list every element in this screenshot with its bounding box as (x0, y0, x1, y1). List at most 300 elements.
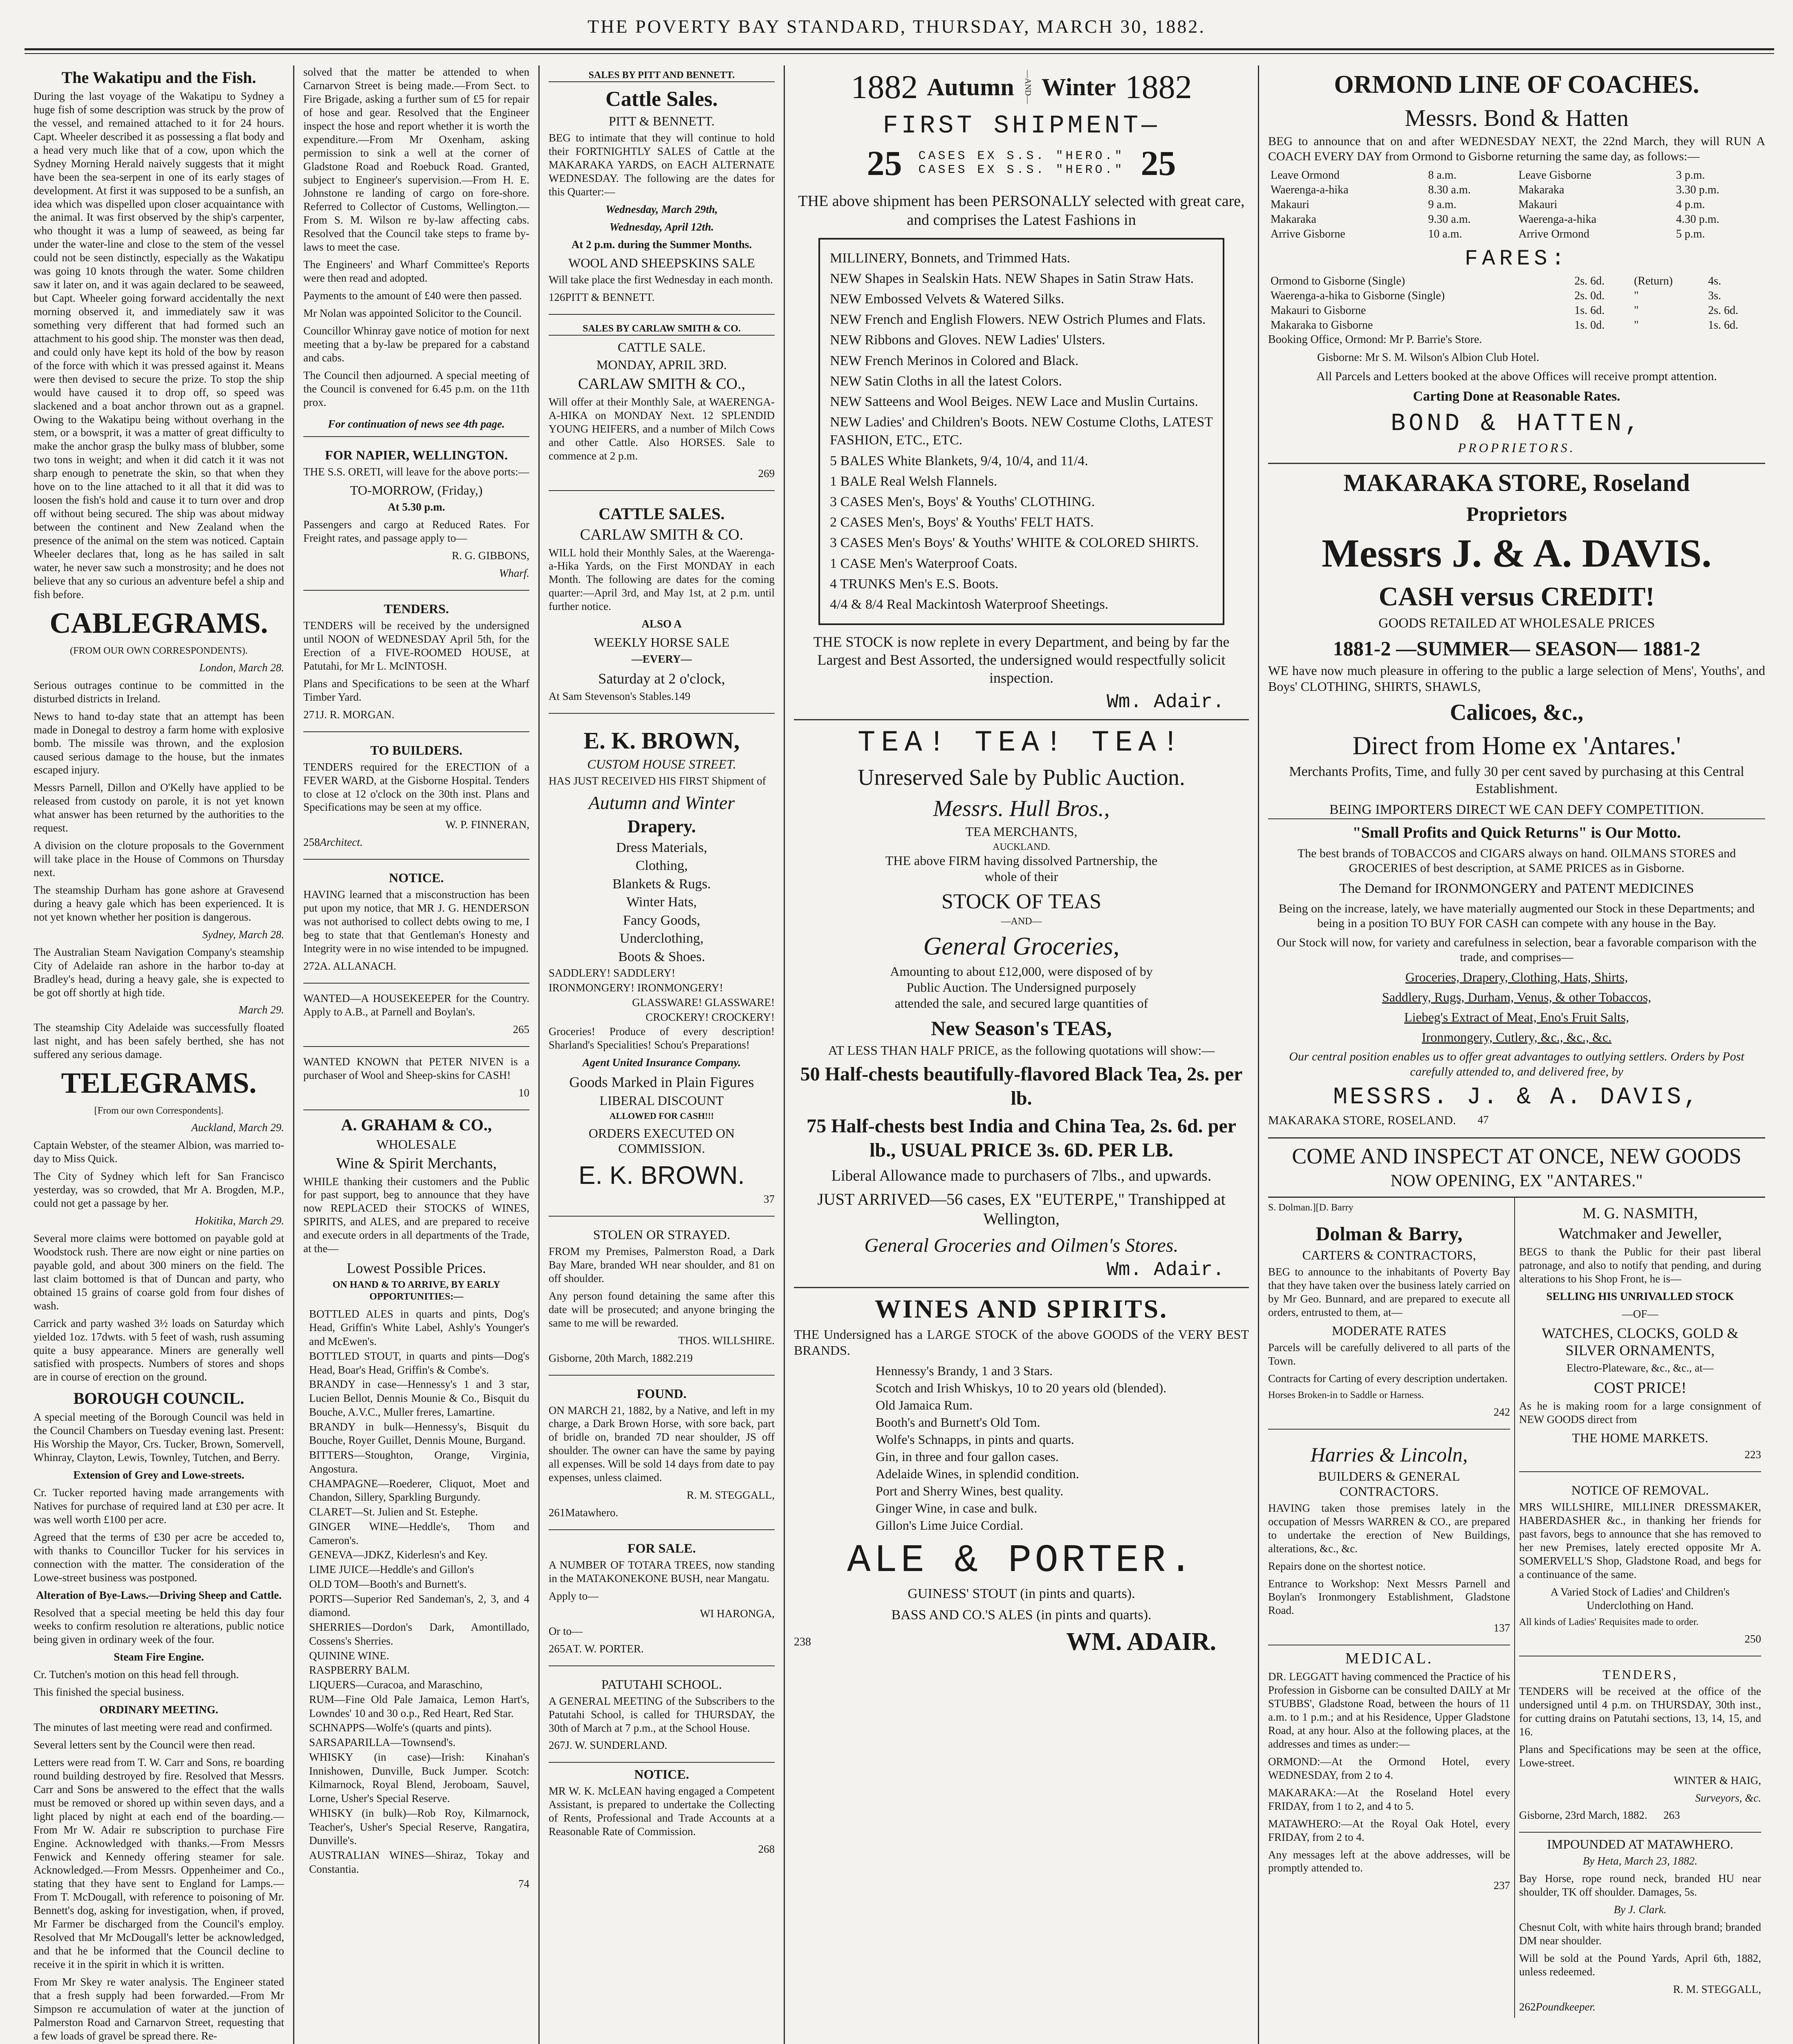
product-item: Dress Materials, (616, 840, 707, 855)
case-count: 25 (1141, 143, 1176, 183)
ad-heading: COME AND INSPECT AT ONCE, NEW GOODS (1292, 1143, 1741, 1168)
ad-to-builders (303, 736, 529, 860)
article-text: Serious outrages continue to be committed in the disturbed districts in Ireland. (34, 679, 284, 705)
partner-name: [D. Barry (1316, 1202, 1354, 1213)
product-item: Underclothing, (620, 931, 704, 946)
ad-text: Plans and Specifications to be seen at the Wharf Timber Yard. (303, 677, 529, 703)
ad-text: BEING IMPORTERS DIRECT WE CAN DEFY COMPETITION. (1268, 801, 1765, 819)
article-text: Letters were read from T. W. Carr and Sons, re boarding round building destroyed by fire. Resolved that Messrs. Carr and Sons be answered to the effect that the walls must be removed or shored up within seven days, and a light placed by night at each end of the boarding.—From Mr W. Adair re subscription to purchase Fire Engine. Acknowledged with thanks.—From Messrs Fenwick and Kennedy offering steamer for sale. Acknowledged.—From Messrs. Oppenheimer and Co., stating that they have sent to England for Lamps.—From T. McDougall, with reference to poisoning of Mr. Bennett's dog, asking for investigation, when, if proved, Mr Farmer be discharged from the Council's employ. Resolved that Mr McDougall's letter be acknowledged, and that he be informed that the Council decline to receive it in the spirit in which it is written. (34, 1756, 284, 1971)
ad-text: Gisborne: Mr S. M. Wilson's Albion Club Hotel. (1317, 351, 1540, 364)
ad-subheading: Messrs. Bond & Hatten (1405, 105, 1629, 131)
fare-row-cell: 3s. (1708, 289, 1721, 303)
ad-number: 242 (1493, 1405, 1510, 1418)
ad-text: CROCKERY! CROCKERY! (645, 1011, 775, 1023)
column-4-5 (785, 65, 1259, 2044)
article-text: Councillor Whinray gave notice of motion for next meeting that a by-law be prepared for a cabstand and cabs. (303, 324, 529, 364)
dateline: London, March 28. (199, 661, 284, 674)
ad-text: Any messages left at the above addresses, will be promptly attended to. (1268, 1848, 1510, 1874)
ad-number: 267 (549, 1739, 565, 1752)
ad-heading: STOLEN OR STRAYED. (593, 1227, 731, 1242)
ad-subheading: BUILDERS & GENERAL CONTRACTORS. (1318, 1468, 1460, 1499)
ad-text: TENDERS will be received by the undersigned until NOON of WEDNESDAY April 5th, for the Erection of a FIVE-ROOMED HOUSE, at Patutahi, for Mr L. McINTOSH. (303, 619, 529, 672)
fare-row-cell: 2s. 0d. (1574, 289, 1605, 303)
fare-row-cell: " (1634, 319, 1639, 332)
ad-text: WANTED KNOWN that PETER NIVEN is a purchaser of Wool and Sheep-skins for CASH! (303, 1055, 529, 1081)
ad-text: SADDLERY! SADDLERY! (549, 967, 675, 979)
timetable-row-cell: 3.30 p.m. (1676, 184, 1719, 197)
ad-subheading: Watchmaker and Jeweller, (1558, 1225, 1722, 1242)
ad-text: —OF— (1622, 1307, 1659, 1320)
wine-list (794, 1363, 1249, 1533)
product-item: BRANDY in case—Hennessy's 1 and 3 star, Lucien Bellot, Dennis Mounie & Co., Bisquit du Bouche, A.V.C., Muller freres, Lamartine. (309, 1378, 529, 1418)
ad-signature: T. W. PORTER. (573, 1642, 644, 1655)
ad-number: 258 (303, 836, 320, 849)
article-title-wakatipu: The Wakatipu and the Fish. (61, 68, 256, 87)
ad-text: HAS JUST RECEIVED HIS FIRST Shipment of (549, 775, 766, 787)
case-line: CASES EX S.S. "HERO." (918, 163, 1125, 177)
ad-text: Repairs done on the shortest notice. (1268, 1560, 1426, 1572)
timetable-row (1268, 212, 1765, 227)
ad-number: 137 (1493, 1622, 1510, 1634)
ad-medical (1268, 1650, 1510, 1892)
box-item: MILLINERY, Bonnets, and Trimmed Hats. (830, 250, 1070, 266)
ad-heading: TEA! TEA! TEA! (858, 726, 1185, 760)
ad-highlight: Saturday at 2 o'clock, (598, 670, 725, 687)
product-item: LIME JUICE—Heddle's and Gillon's (309, 1563, 474, 1576)
ad-text: The Demand for IRONMONGERY and PATENT MEDICINES (1339, 881, 1694, 896)
ad-highlight: General Groceries, (923, 932, 1120, 960)
season-winter: Winter (1041, 73, 1116, 101)
ad-number: 272 (303, 959, 320, 972)
ad-nasmith-watchmaker (1519, 1198, 1761, 1472)
timetable-row-cell: 10 a.m. (1428, 228, 1462, 241)
ad-text: BEG to announce to the inhabitants of Poverty Bay that they have taken over the business lately carried on by Mr Geo. Bunnard, and are prepared to execute all orders, entrusted to them, at— (1268, 1266, 1510, 1318)
ad-text: ALSO A (641, 618, 682, 630)
fare-row-cell: 2s. 6d. (1574, 275, 1605, 288)
fare-row-cell: 1s. 6d. (1574, 304, 1605, 317)
article-text: Mr Nolan was appointed Solicitor to the Council. (303, 307, 522, 319)
timetable-row-cell: 9.30 a.m. (1428, 213, 1471, 226)
column-6-right (1514, 1198, 1765, 2018)
ad-number: 238 (794, 1635, 811, 1648)
fare-row-cell: 4s. (1708, 275, 1721, 288)
product-item: Fancy Goods, (623, 912, 700, 928)
ad-text: WILL hold their Monthly Sales, at the Waerenga-a-Hika Yards, on the First MONDAY in each Month. The following are dates for the coming quarter:—April 3rd, and May 1st, at 2 p.m. until further notice. (549, 546, 775, 613)
product-item: WHISKY (in bulk)—Rob Roy, Kilmarnock, Teacher's, Usher's Special Reserve, Rangatira, Dunville's. (309, 1806, 529, 1847)
box-item: 1 CASE Men's Waterproof Coats. (830, 556, 1018, 571)
ad-signature: Wm. Adair. (1106, 691, 1224, 713)
ad-text: Will be sold at the Pound Yards, April 6th, 1882, unless redeemed. (1519, 1952, 1761, 1978)
fares-table (1268, 274, 1765, 333)
column-6-bottom (1268, 1198, 1765, 2018)
ad-for-sale-totara (549, 1534, 775, 1666)
article-text: Several more claims were bottomed on payable gold at Woodstock rush. There are now eight or nine parties on payable gold, and about 300 miners on the field. The last claim bottomed is that of Duncan and party, who obtained 15 grains of coarse gold from four dishes of wash. (34, 1232, 284, 1312)
tea-offer: 50 Half-chests beautifully-flavored Black Tea, 2s. per lb. (800, 1063, 1243, 1109)
ad-heading: PATUTAHI SCHOOL. (601, 1676, 722, 1692)
ad-signature: BOND & HATTEN, (1390, 410, 1643, 438)
box-item: NEW Satteens and Wool Beiges. NEW Lace and Muslin Curtains. (830, 394, 1198, 410)
section-title-borough-council: BOROUGH COUNCIL. (73, 1389, 244, 1408)
product-item: OLD TOM—Booth's and Burnett's. (309, 1578, 467, 1590)
ad-text: Electro-Plateware, &c., &c., at— (1567, 1362, 1714, 1374)
ad-notice-of-removal (1519, 1476, 1761, 1656)
year-right: 1882 (1125, 68, 1192, 105)
wine-item: Old Jamaica Rum. (876, 1398, 973, 1413)
ad-text: MATAWHERO:—At the Royal Oak Hotel, every FRIDAY, from 2 to 4. (1268, 1817, 1510, 1843)
product-item: Winter Hats, (626, 894, 697, 910)
timetable-row-cell: Arrive Gisborne (1271, 228, 1345, 241)
wine-item: Gillon's Lime Juice Cordial. (876, 1518, 1024, 1533)
ad-signature-place: MAKARAKA STORE, ROSELAND. (1268, 1114, 1456, 1127)
ad-text: Contracts for Carting of every description undertaken. (1268, 1372, 1508, 1385)
ad-signature: WINTER & HAIG, (1674, 1774, 1761, 1786)
timetable-row (1268, 197, 1765, 212)
wine-item: Ginger Wine, in case and bulk. (876, 1501, 1038, 1516)
ad-highlight: Goods Marked in Plain Figures (569, 1074, 754, 1091)
product-item: BITTERS—Stoughton, Orange, Virginia, Angostura. (309, 1449, 529, 1475)
product-item: PORTS—Superior Red Sandeman's, 2, 3, and 4 diamond. (309, 1592, 529, 1619)
ad-notice-allanach (303, 864, 529, 984)
wine-item: Gin, in three and four gallon cases. (876, 1449, 1059, 1464)
ad-heading: NOTICE. (389, 870, 444, 885)
ad-heading: NOTICE. (634, 1767, 689, 1782)
article-text: Cr. Tucker reported having made arrangements with Natives for purchase of required land at £30 per acre. It was well worth £100 per acre. (34, 1486, 284, 1526)
ad-text: Will take place the first Wednesday in each month. (549, 273, 773, 286)
box-item: 4 TRUNKS Men's E.S. Boots. (830, 576, 999, 592)
ad-number: 237 (1493, 1879, 1510, 1892)
fare-row (1268, 274, 1765, 289)
ad-heading: FOUND. (637, 1386, 687, 1401)
timetable-row-cell: 3 p.m. (1676, 169, 1705, 182)
timetable-row (1268, 227, 1765, 242)
ad-heading: FOR SALE. (627, 1541, 696, 1556)
ad-subheading: Unreserved Sale by Public Auction. (858, 764, 1185, 790)
ad-text: Any person found detaining the same after this date will be prosecuted; and anyone bringing the same to me will be rewarded. (549, 1289, 775, 1329)
article-text: Captain Webster, of the steamer Albion, was married to-day to Miss Quick. (34, 1139, 284, 1165)
ad-signature: W. P. FINNERAN, (445, 818, 529, 831)
fare-row-cell: " (1634, 304, 1639, 317)
ad-heading: E. K. BROWN, (583, 727, 740, 754)
box-item: 3 CASES Men's, Boys' & Youths' CLOTHING. (830, 494, 1095, 509)
ad-pitt-bennett-cattle (549, 65, 775, 315)
ad-text: Apply to— (549, 1589, 599, 1602)
ad-text: Booking Office, Ormond: Mr P. Barrie's Store. (1268, 333, 1482, 346)
box-item: NEW Ladies' and Children's Boots. NEW Costume Cloths, LATEST FASHION, ETC., ETC. (830, 415, 1213, 448)
ad-number: 250 (1744, 1633, 1761, 1645)
product-item: CLARET—St. Julien and St. Estephe. (309, 1506, 478, 1518)
ad-text: At Sam Stevenson's Stables. (549, 690, 674, 703)
ad-date: TO-MORROW, (Friday,) (350, 483, 483, 498)
ad-harries-lincoln (1268, 1434, 1510, 1645)
ad-text: THE above FIRM having dissolved Partnership, the whole of their (885, 853, 1158, 884)
ad-ek-brown (549, 718, 775, 1217)
ad-date: Gisborne, 20th March, 1882. (549, 1351, 676, 1364)
ad-subheading: CARTERS & CONTRACTORS, (1302, 1248, 1476, 1263)
article-text: Payments to the amount of £40 were then passed. (303, 289, 522, 302)
ad-text: Groceries, Drapery, Clothing, Hats, Shirts, (1405, 969, 1628, 984)
product-item: Clothing, (635, 858, 688, 874)
ad-wines-and-spirits (794, 1294, 1249, 1656)
ad-highlight: Lowest Possible Prices. (347, 1260, 486, 1277)
ad-heading: MAKARAKA STORE, Roseland (1343, 469, 1690, 496)
ad-number: 269 (758, 467, 775, 480)
ad-heading: WINES AND SPIRITS. (874, 1294, 1168, 1324)
product-item: BOTTLED STOUT, in quarts and pints—Dog's Head, Boar's Head, Griffin's & Combe's. (309, 1349, 529, 1376)
ad-highlight: MODERATE RATES (1331, 1323, 1446, 1338)
ad-signature-title: PROPRIETORS. (1458, 440, 1576, 455)
ad-highlight: General Groceries and Oilmen's Stores. (864, 1235, 1179, 1257)
ad-highlight: WATCHES, CLOCKS, GOLD & SILVER ORNAMENTS, (1542, 1325, 1739, 1359)
dateline: Auckland, March 29. (191, 1121, 284, 1134)
season-autumn: Autumn (927, 73, 1014, 101)
ad-text: AT LESS THAN HALF PRICE, as the following quotations will show:— (828, 1042, 1215, 1058)
wine-item: Wolfe's Schnapps, in pints and quarts. (876, 1432, 1074, 1447)
timetable-row-cell: 4 p.m. (1676, 198, 1705, 211)
ad-subheading: Proprietors (1466, 502, 1567, 525)
column-6 (1259, 65, 1774, 2044)
ad-heading: Dolman & Barry, (1316, 1223, 1463, 1245)
ad-carlaw-smith-cattle-sales (549, 495, 775, 714)
article-text: Messrs Parnell, Dillon and O'Kelly have applied to be released from custody on parole, it is not yet known what answer has been returned by the authorities to the request. (34, 781, 284, 834)
masthead: THE POVERTY BAY STANDARD, THURSDAY, MARCH 30, 1882. (587, 16, 1206, 37)
section-subtitle: (FROM OUR OWN CORRESPONDENTS). (70, 645, 248, 656)
ad-text: Saddlery, Rugs, Durham, Venus, & other Tobaccos, (1382, 989, 1652, 1004)
box-item: NEW Shapes in Sealskin Hats. NEW Shapes in Satin Straw Hats. (830, 271, 1194, 286)
newspaper-columns (25, 65, 1774, 2044)
timetable-row-cell: Makaraka (1271, 213, 1316, 226)
ad-number: 265 (513, 1023, 529, 1035)
ad-highlight: Drapery. (627, 816, 696, 836)
ad-text: Chesnut Colt, with white hairs through brand; branded DM near shoulder. (1519, 1921, 1761, 1947)
ad-number: 263 (1663, 1809, 1680, 1822)
ad-signature: WM. ADAIR. (1066, 1628, 1216, 1656)
ad-text: TENDERS required for the ERECTION of a FEVER WARD, at the Gisborne Hospital. Tenders to close at 12 o'clock on the 30th inst. Plans and Specifications may be seen at my office. (303, 760, 529, 814)
ad-highlight: STOCK OF TEAS (941, 890, 1102, 913)
ad-text: All kinds of Ladies' Requisites made to order. (1519, 1616, 1699, 1627)
ad-highlight: New Season's TEAS, (931, 1016, 1112, 1040)
timetable-row-cell: Arrive Ormond (1518, 228, 1589, 241)
ad-text: BEGS to thank the Public for their past liberal patronage, and also to notify that pending, and during alterations to his Shop Front, he is— (1519, 1245, 1761, 1285)
ad-text: MRS WILLSHIRE, MILLINER DRESSMAKER, HABERDASHER &c., in thanking her friends for past favors, begs to announce that she has removed to her new Premises, lately erected opposite Mr A. SOMERVELL'S Shop, Gladstone Road, and begs for a continuance of the same. (1519, 1501, 1761, 1580)
ad-number: 271 (303, 708, 320, 721)
box-item: NEW French Merinos in Colored and Black. (830, 353, 1079, 368)
ad-come-and-inspect (1268, 1143, 1765, 1198)
ad-heading: TENDERS, (1602, 1667, 1678, 1682)
ad-number: 149 (674, 690, 690, 703)
ad-text: Parcels will be carefully delivered to all parts of the Town. (1268, 1341, 1510, 1367)
section-title-telegrams: TELEGRAMS. (61, 1067, 257, 1100)
ad-graham-wine-merchants (303, 1115, 529, 1891)
ad-text: HAVING taken those premises lately in the occupation of Messrs WARREN & CO., are prepared to undertake the erection of New Buildings, alterations, &c., &c. (1268, 1502, 1510, 1555)
dateline: Hokitika, March 29. (195, 1215, 284, 1227)
ad-text: Our central position enables us to offer great advantages to outlying settlers. Orders by Post carefully attended to, and delivered free, by (1289, 1050, 1744, 1078)
ad-heading: Harries & Lincoln, (1310, 1443, 1468, 1466)
ad-text: MAKARAKA:—At the Roseland Hotel every FRIDAY, from 1 to 2, and 4 to 5. (1268, 1786, 1510, 1812)
article-text: The steamship City Adelaide was successfully floated last night, and has been safely berthed, she has not suffered any serious damage. (34, 1021, 284, 1061)
product-item: SCHNAPPS—Wolfe's (quarts and pints). (309, 1721, 492, 1734)
product-item: RUM—Fine Old Pale Jamaica, Lemon Hart's, Lowndes' 10 and 30 o.p., Red Heart, Red Star. (309, 1693, 529, 1719)
wine-item: Scotch and Irish Whiskys, 10 to 20 years old (blended). (876, 1381, 1167, 1396)
timetable-row-cell: Makaraka (1518, 184, 1564, 197)
fare-row-cell: 2s. 6d. (1708, 304, 1739, 317)
article-text: The Engineers' and Wharf Committee's Reports were then read and adopted. (303, 258, 529, 285)
fare-row-cell: Makaraka to Gisborne (1271, 319, 1373, 332)
product-item: QUININE WINE. (309, 1649, 389, 1662)
ad-heading: ORMOND LINE OF COACHES. (1334, 71, 1699, 99)
ad-signature-title: Surveyors, &c. (1695, 1791, 1761, 1804)
ad-heading: NOTICE OF REMOVAL. (1571, 1483, 1709, 1498)
ad-text: THE STOCK is now replete in every Department, and being by far the Largest and Best Assorted, the undersigned would respectfully solicit inspection. (813, 634, 1230, 686)
article-subhead: Extension of Grey and Lowe-streets. (73, 1469, 244, 1481)
ad-text: All Parcels and Letters booked at the above Offices will receive prompt attention. (1316, 369, 1717, 383)
ad-highlight: THE HOME MARKETS. (1572, 1430, 1708, 1446)
season-and: —AND— (1023, 70, 1033, 104)
ad-date: MONDAY, APRIL 3RD. (596, 357, 727, 372)
ad-heading: CATTLE SALES. (598, 504, 725, 523)
timetable-row-cell: Makauri (1518, 198, 1558, 211)
ad-subheading: CUSTOM HOUSE STREET. (587, 757, 736, 772)
fare-row-cell: (Return) (1634, 275, 1673, 288)
ad-subheading: ON HAND & TO ARRIVE, BY EARLY OPPORTUNITIES:— (332, 1280, 500, 1302)
box-item: NEW French and English Flowers. NEW Ostrich Plumes and Flats. (830, 312, 1206, 327)
ad-dolman-barry (1268, 1198, 1510, 1430)
ad-number: 268 (758, 1843, 775, 1856)
timetable-row-cell: Waerenga-a-hika (1518, 213, 1597, 226)
ad-place: AUCKLAND. (993, 841, 1050, 852)
ad-wanted-housekeeper (303, 988, 529, 1047)
product-item: LIQUERS—Curacoa, and Maraschino, (309, 1679, 483, 1691)
ad-found (549, 1380, 775, 1531)
case-line: CASES EX S.S. "HERO." (918, 149, 1125, 163)
ad-heading: E. K. BROWN. (578, 1161, 745, 1190)
article-text: The minutes of last meeting were read and confirmed. (34, 1721, 273, 1734)
box-item: 4/4 & 8/4 Real Mackintosh Waterproof Sheetings. (830, 596, 1109, 612)
ad-signature-place: Matawhero. (565, 1506, 619, 1519)
product-item: GENEVA—JDKZ, Kiderlesn's and Key. (309, 1549, 488, 1561)
article-text: Agreed that the terms of £30 per acre be acceded to, with thanks to Councillor Tucker for his services in connection with the matter. The consideration of the Lowe-street business was postponed. (34, 1531, 284, 1584)
ad-number: 10 (518, 1086, 529, 1099)
ad-signature: MESSRS. J. & A. DAVIS, (1333, 1084, 1700, 1111)
product-item: BRANDY in bulk—Hennessy's, Bisquit du Bouche, Royer Guillet, Dennis Moune, Burgand. (309, 1420, 529, 1447)
product-item: CHAMPAGNE—Roederer, Cliquot, Moet and Chandon, Sillery, Sparkling Burgundy. (309, 1477, 529, 1504)
ad-text: FROM my Premises, Palmerston Road, a Dark Bay Mare, branded WH near shoulder, and 81 on off shoulder. (549, 1245, 775, 1284)
column-1 (25, 65, 294, 2044)
ad-subheading: WHOLESALE (376, 1136, 457, 1152)
ad-notice-mclean (549, 1767, 775, 1856)
ad-number: 261 (549, 1506, 565, 1519)
dateline: March 29. (238, 1004, 284, 1016)
article-text: Cr. Tutchen's motion on this head fell through. (34, 1668, 239, 1681)
ad-text: By J. Clark. (1614, 1903, 1667, 1916)
case-count: 25 (867, 143, 902, 183)
ad-number: 37 (764, 1193, 775, 1206)
ad-text: Liberal Allowance made to purchasers of 7lbs., and upwards. (831, 1167, 1212, 1185)
product-item: SARSAPARILLA—Townsend's. (309, 1736, 456, 1749)
ad-subheading: WEEKLY HORSE SALE (594, 635, 730, 650)
timetable-row-cell: 9 a.m. (1428, 198, 1457, 211)
ad-text: THE S.S. ORETI, will leave for the above ports:— (303, 466, 529, 478)
ad-signature: R. M. STEGGALL, (686, 1489, 775, 1502)
fare-row (1268, 289, 1765, 303)
ad-number: 126 (549, 291, 565, 303)
ad-subheading: PITT & BENNETT. (608, 114, 715, 129)
column-6-left (1268, 1198, 1514, 2018)
ad-heading: ALE & PORTER. (847, 1538, 1196, 1583)
ad-text: Amounting to about £12,000, were disposed of by Public Auction. The Undersigned purposely attended the sale, and secured large quantities of (890, 964, 1153, 1011)
product-item: BOTTLED ALES in quarts and pints, Dog's Head, Griffin's White Label, Ashly's Younger's and McEwen's. (309, 1307, 529, 1348)
ad-text: Agent United Insurance Company. (582, 1056, 741, 1069)
ad-text: A Varied Stock of Ladies' and Children's Underclothing on Hand. (1550, 1585, 1730, 1611)
ad-number: 219 (676, 1351, 693, 1364)
ad-text: BEG to intimate that they will continue to hold their FORTNIGHTLY SALES of Cattle at the MAKARAKA YARDS, on EACH ALTERNATE WEDNESDAY. The following are the dates for this Quarter:— (549, 132, 775, 198)
ad-text: Passengers and cargo at Reduced Rates. For Freight rates, and passage apply to— (303, 518, 529, 545)
ad-text: GUINESS' STOUT (in pints and quarts). (908, 1586, 1135, 1602)
article-text: A special meeting of the Borough Council was held in the Council Chambers on Tuesday evening last. Present: His Worship the Mayor, Crs. Tucker, Brown, Somervell, Whinray, Clayton, Lewis, Townley, Tutchen, and Berry. (34, 1411, 284, 1464)
ad-text: Horses Broken-in to Saddle or Harness. (1268, 1390, 1424, 1401)
ad-heading: IMPOUNDED AT MATAWHERO. (1547, 1837, 1733, 1852)
ad-text: THE above shipment has been PERSONALLY selected with great care, and comprises the Latest Fashions in (798, 193, 1245, 229)
ad-highlight: LIBERAL DISCOUNT (599, 1093, 724, 1108)
ad-text: Plans and Specifications may be seen at the office, Lowe-street. (1519, 1743, 1761, 1769)
ad-text: —EVERY— (631, 653, 692, 666)
ad-heading: A. GRAHAM & CO., (341, 1115, 492, 1134)
continuation-note: For continuation of news see 4th page. (303, 413, 529, 437)
masthead-rule-thin (25, 53, 1774, 54)
ad-highlight: SELLING HIS UNRIVALLED STOCK (1546, 1290, 1734, 1302)
product-item: SHERRIES—Dordon's Dark, Amontillado, Cossens's Sherries. (309, 1621, 529, 1647)
box-item: NEW Satin Cloths in all the latest Colors. (830, 373, 1062, 389)
article-subhead: Steam Fire Engine. (114, 1651, 204, 1663)
ad-text: GLASSWARE! GLASSWARE! (632, 996, 775, 1009)
timetable-row (1268, 183, 1765, 197)
article-text: During the last voyage of the Wakatipu to Sydney a huge fish of some description was struck by the prow of the vessel, and remained attached to it for 24 hours. Capt. Wheeler described it as possessing a flat body and a head very much like that of a cow, upon which the Sydney Morning Herald naively suggests that it might have been the sea-serpent in one of its early stages of development. At first it was supposed to be a sunfish, an idea which was dispelled upon closer acquaintance with the animal. It was first observed by the ship's carpenter, who thought it was a lump of seaweed, as being far under the water-line and close to the stem of the vessel could not be seen distinctly, especially as the Wakatipu was going 10 knots through the water. Some children saw it later on, and it was again declared to be seaweed, but Capt. Wheeler going forward accidentally the next morning observed it, and immediately saw it was something very different that had formed such an attachment to his good ship. The monster was then dead, and could only have kept its hold of the bow by reason of the force with which it was pressed against it. Means were then devised to secure the prize. To stop the ship would have caused it to drop off, so speed was slackened and a boat anchor thrown out as a grapnel. Owing to the Wakatipu being without overhang in the stem, or a bowsprit, it was a matter of great difficulty to make the anchor grasp the bulky mass of blubber, some two tons in weight; and when it did catch it it was not sharp enough to penetrate the skin, so that when they hove on to the line attached to it all that it did was to loosen the fish's hold and cause it to turn over and drop off without being secured. The ship was about midway between the continent and New Zealand when the presence of the animal on the stem was noticed. Captain Wheeler declares that, long as he has sailed in salt water, he never saw such a monstrosity; and he does not believe that any so curious an adventure befel a ship and fish before. (34, 90, 284, 601)
dateline: Sydney, March 28. (202, 928, 284, 941)
ad-text: ALLOWED FOR CASH!!! (609, 1111, 714, 1121)
wine-item: Port and Sherry Wines, best quality. (876, 1484, 1064, 1499)
box-item: NEW Embossed Velvets & Watered Silks. (830, 291, 1065, 307)
wine-item: Adelaide Wines, in splendid condition. (876, 1466, 1079, 1481)
article-text: This finished the special business. (34, 1686, 184, 1699)
ad-date: Wednesday, April 12th. (609, 220, 714, 233)
ad-time: At 5.30 p.m. (388, 501, 445, 513)
ad-text: The best brands of TOBACCOS and CIGARS always on hand. OILMANS STORES and GROCERIES of best description, at SAME PRICES as in Gisborne. (1297, 846, 1736, 875)
fare-row-cell: 1s. 6d. (1708, 319, 1739, 332)
ad-highlight: Calicoes, &c., (1450, 700, 1584, 726)
ad-impounded (1519, 1837, 1761, 2017)
ad-text: GOODS RETAILED AT WHOLESALE PRICES (1378, 615, 1655, 631)
ad-heading: Messrs J. & A. DAVIS. (1322, 531, 1712, 576)
ad-date: Wednesday, March 29th, (605, 203, 718, 215)
ad-patutahi-school (549, 1670, 775, 1763)
ad-text: Ironmongery, Cutlery, &c., &c., &c. (1421, 1029, 1612, 1044)
ad-subheading: CARLAW SMITH & CO. (580, 526, 744, 543)
ad-heading: TO BUILDERS. (370, 742, 463, 758)
timetable-row-cell: Leave Ormond (1271, 169, 1340, 182)
product-list (549, 839, 775, 966)
ad-date: Gisborne, 23rd March, 1882. (1519, 1809, 1647, 1822)
ad-text: WHILE thanking their customers and the Public for past support, beg to announce that they have now REPLACED their STOCKS of WINES, SPIRITS, and ALES, and are prepared to receive and execute orders in all departments of the Trade, at the— (303, 1175, 529, 1255)
ad-heading: FOR NAPIER, WELLINGTON. (325, 448, 508, 463)
ad-highlight: Messrs. Hull Bros., (933, 796, 1110, 821)
box-item: 3 CASES Men's Boys' & Youths' WHITE & COLORED SHIRTS. (830, 535, 1199, 551)
column-3 (540, 65, 785, 2044)
ad-tea-auction (794, 726, 1249, 1288)
ad-signature: A. ALLANACH. (320, 959, 397, 972)
ad-text: WANTED—A HOUSEKEEPER for the Country. Apply to A.B., at Parnell and Boylan's. (303, 992, 529, 1018)
ad-subheading: Wine & Spirit Merchants, (336, 1154, 497, 1172)
ad-heading: FIRST SHIPMENT— (883, 111, 1160, 140)
ad-heading: M. G. NASMITH, (1582, 1204, 1698, 1222)
